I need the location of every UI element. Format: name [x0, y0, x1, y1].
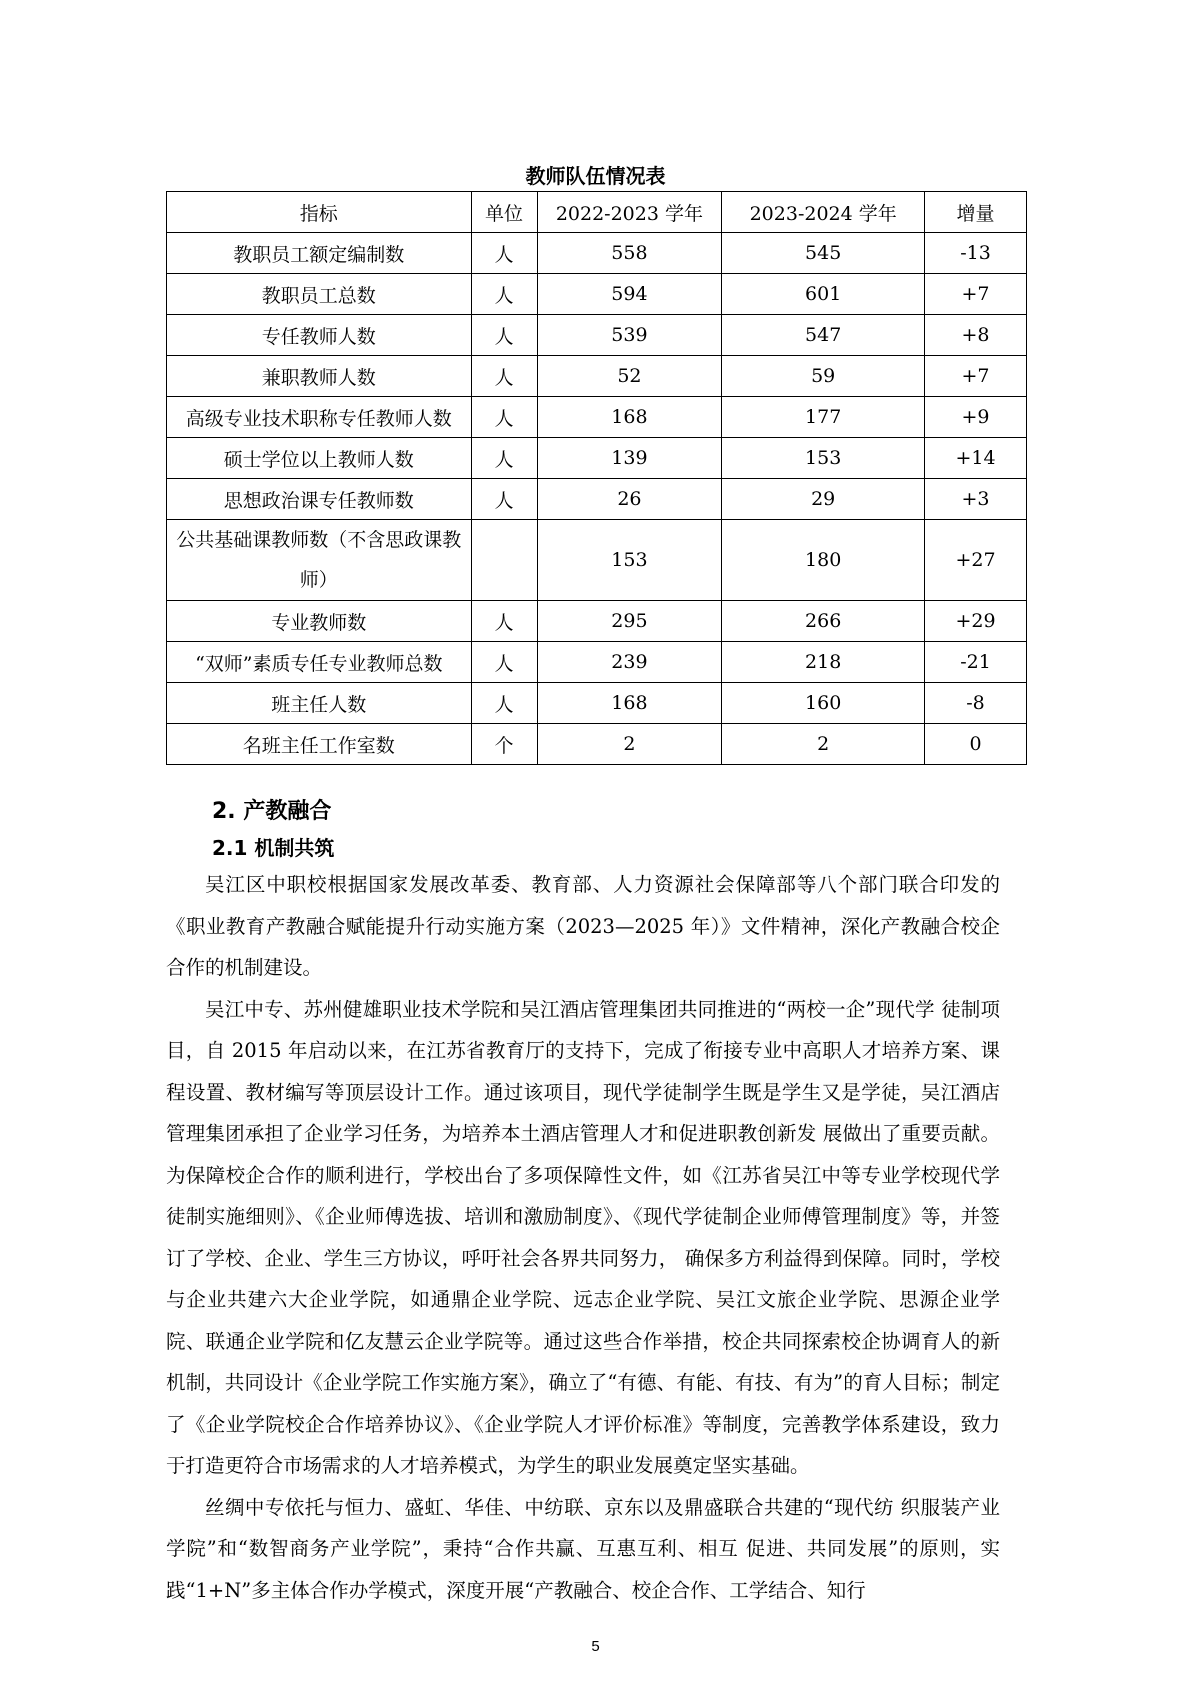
- cell-indicator: 教职员工总数: [167, 274, 472, 315]
- cell-unit: 人: [471, 601, 537, 642]
- cell-2022-2023: 558: [537, 233, 722, 274]
- cell-unit: 人: [471, 274, 537, 315]
- cell-2022-2023: 295: [537, 601, 722, 642]
- cell-unit: 人: [471, 479, 537, 520]
- cell-increment: +27: [925, 520, 1027, 601]
- cell-2022-2023: 2: [537, 724, 722, 765]
- header-year-2022-2023: 2022-2023 学年: [537, 192, 722, 233]
- cell-2023-2024: 29: [722, 479, 925, 520]
- table-row: [167, 397, 1027, 438]
- cell-increment: +7: [925, 356, 1027, 397]
- cell-increment: 0: [925, 724, 1027, 765]
- cell-unit: 人: [471, 233, 537, 274]
- cell-indicator: 兼职教师人数: [167, 356, 472, 397]
- cell-increment: +14: [925, 438, 1027, 479]
- table-row: [167, 274, 1027, 315]
- cell-unit: 人: [471, 315, 537, 356]
- cell-indicator: 专业教师数: [167, 601, 472, 642]
- cell-increment: -21: [925, 642, 1027, 683]
- cell-increment: +29: [925, 601, 1027, 642]
- header-year-2023-2024: 2023-2024 学年: [722, 192, 925, 233]
- cell-2023-2024: 266: [722, 601, 925, 642]
- header-increment: 增量: [925, 192, 1027, 233]
- table-row: [167, 683, 1027, 724]
- cell-2022-2023: 26: [537, 479, 722, 520]
- cell-2023-2024: 545: [722, 233, 925, 274]
- cell-2023-2024: 601: [722, 274, 925, 315]
- paragraph: 吴江区中职校根据国家发展改革委、教育部、人力资源社会保障部等八个部门联合印发的 《职业教育产教融合赋能提升行动实施方案（2023—2025 年）》文件精神，深化产教融合校企合作的机制建设。: [166, 873, 1000, 979]
- paragraph: 吴江中专、苏州健雄职业技术学院和吴江酒店管理集团共同推进的“两校一企”现代学 徒制项目，自 2015 年启动以来，在江苏省教育厅的支持下，完成了衔接专业中高职人才培养方案、课程设置、教材编写等顶层设计工作。通过该项目，现代学徒制学生既是学生又是学徒，吴江酒店管理集团承担了企业学习任务，为培养本土酒店管理人才和促进职教创新发 展做出了重要贡献。为保障校企合作的顺利进行，学校出台了多项保障性文件，如《江苏省吴江中等专业学校现代学徒制实施细则》、《企业师傅选拔、培训和激励制度》、《现代学徒制企业师傅管理制度》等，并签订了学校、企业、学生三方协议，呼吁社会各界共同努力， 确保多方利益得到保障。同时，学校与企业共建六大企业学院，如通鼎企业学院、远志企业学院、吴江文旅企业学院、思源企业学院、联通企业学院和亿友慧云企业学院等。通过这些合作举措，校企共同探索校企协调育人的新机制，共同设计《企业学院工作实施方案》，确立了“有德、有能、有技、有为”的育人目标；制定了《企业学院校企合作培养协议》、《企业学院人才评价标准》等制度，完善教学体系建设，致力于打造更符合市场需求的人才培养模式，为学生的职业发展奠定坚实基础。: [166, 997, 1000, 1477]
- cell-indicator: “双师”素质专任专业教师总数: [167, 642, 472, 683]
- cell-unit: 个: [471, 724, 537, 765]
- cell-2023-2024: 153: [722, 438, 925, 479]
- cell-indicator: 公共基础课教师数（不含思政课教师）: [167, 520, 472, 601]
- cell-indicator: 思想政治课专任教师数: [167, 479, 472, 520]
- cell-increment: -13: [925, 233, 1027, 274]
- cell-increment: +7: [925, 274, 1027, 315]
- cell-2023-2024: 59: [722, 356, 925, 397]
- cell-unit: 人: [471, 642, 537, 683]
- cell-2023-2024: 177: [722, 397, 925, 438]
- table-row: [167, 315, 1027, 356]
- cell-2023-2024: 160: [722, 683, 925, 724]
- cell-2022-2023: 52: [537, 356, 722, 397]
- header-indicator: 指标: [167, 192, 472, 233]
- cell-2022-2023: 239: [537, 642, 722, 683]
- header-unit: 单位: [471, 192, 537, 233]
- cell-increment: +8: [925, 315, 1027, 356]
- cell-unit: 人: [471, 356, 537, 397]
- cell-indicator: 班主任人数: [167, 683, 472, 724]
- table-header-row: [167, 192, 1027, 233]
- cell-increment: +3: [925, 479, 1027, 520]
- cell-2022-2023: 539: [537, 315, 722, 356]
- cell-indicator: 专任教师人数: [167, 315, 472, 356]
- table-row: [167, 233, 1027, 274]
- table-caption: 教师队伍情况表: [525, 164, 666, 188]
- cell-2023-2024: 218: [722, 642, 925, 683]
- table-row: [167, 438, 1027, 479]
- cell-2022-2023: 153: [537, 520, 722, 601]
- cell-increment: -8: [925, 683, 1027, 724]
- cell-2023-2024: 2: [722, 724, 925, 765]
- page-number: 5: [591, 1638, 600, 1655]
- cell-indicator: 高级专业技术职称专任教师人数: [167, 397, 472, 438]
- cell-2022-2023: 594: [537, 274, 722, 315]
- table-row: [167, 520, 1027, 601]
- paragraph: 丝绸中专依托与恒力、盛虹、华佳、中纺联、京东以及鼎盛联合共建的“现代纺 织服装产业学院”和“数智商务产业学院”，秉持“合作共赢、互惠互利、相互 促进、共同发展”的原则，实践“1+N”多主体合作办学模式，深度开展“产教融合、校企合作、工学结合、知行: [166, 1495, 1000, 1602]
- cell-unit: 人: [471, 683, 537, 724]
- cell-2022-2023: 168: [537, 683, 722, 724]
- table-row: [167, 356, 1027, 397]
- cell-2023-2024: 547: [722, 315, 925, 356]
- cell-indicator: 名班主任工作室数: [167, 724, 472, 765]
- cell-2022-2023: 139: [537, 438, 722, 479]
- cell-unit: [471, 520, 537, 601]
- cell-indicator: 教职员工额定编制数: [167, 233, 472, 274]
- section-heading: 2. 产教融合: [212, 799, 332, 824]
- cell-2023-2024: 180: [722, 520, 925, 601]
- table-row: [167, 642, 1027, 683]
- table-row: [167, 479, 1027, 520]
- cell-2022-2023: 168: [537, 397, 722, 438]
- cell-increment: +9: [925, 397, 1027, 438]
- cell-unit: 人: [471, 397, 537, 438]
- cell-unit: 人: [471, 438, 537, 479]
- table-row: [167, 724, 1027, 765]
- subsection-heading: 2.1 机制共筑: [212, 836, 335, 860]
- body-text: [166, 864, 1000, 1611]
- teacher-staff-table: [166, 191, 1027, 765]
- table-row: [167, 601, 1027, 642]
- cell-indicator: 硕士学位以上教师人数: [167, 438, 472, 479]
